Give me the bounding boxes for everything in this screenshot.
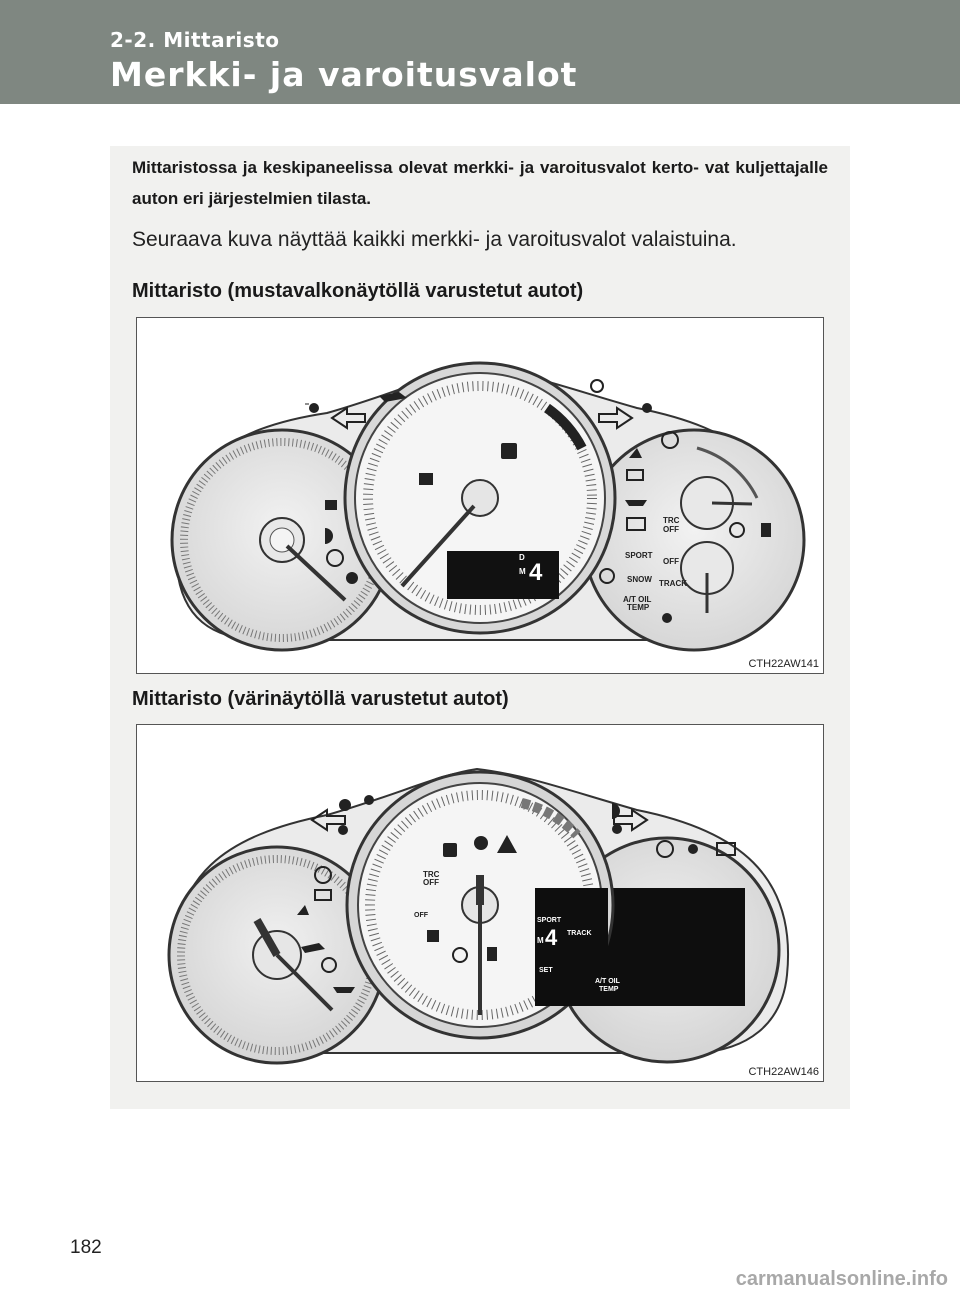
figure-2 bbox=[136, 724, 824, 1082]
figure-2-code: CTH22AW146 bbox=[748, 1066, 819, 1078]
light-indicator-icon bbox=[325, 500, 337, 510]
at-oil-label-2: TEMP bbox=[627, 603, 650, 612]
intro-paragraph: Mittaristossa ja keskipaneelissa olevat merkki- ja varoitusvalot kerto- vat kuljettajalle auton eri järjestelmien tilasta. bbox=[132, 158, 828, 208]
trc-label-1: TRC bbox=[423, 870, 440, 879]
off-label: OFF bbox=[414, 912, 428, 919]
cluster-illustration-color bbox=[137, 725, 823, 1081]
fog-light-icon bbox=[338, 825, 348, 835]
snow-label: SNOW bbox=[627, 575, 652, 584]
vsc-icon bbox=[443, 843, 457, 857]
figure-1 bbox=[136, 317, 824, 674]
vsc-icon bbox=[501, 443, 517, 459]
airbag-icon bbox=[688, 844, 698, 854]
page-title: Merkki- ja varoitusvalot bbox=[110, 55, 578, 94]
gear-number: 4 bbox=[529, 559, 543, 586]
airbag-icon bbox=[662, 613, 672, 623]
brake-warning-icon bbox=[474, 836, 488, 850]
page-number: 182 bbox=[70, 1237, 102, 1258]
set-label: SET bbox=[539, 967, 553, 974]
body-line: Seuraava kuva näyttää kaikki merkki- ja varoitusvalot valaistuina. bbox=[132, 228, 737, 251]
security-icon bbox=[427, 930, 439, 942]
fog-light-icon bbox=[305, 403, 319, 413]
at-oil-label-1: A/T OIL bbox=[595, 978, 620, 985]
fuel-icon bbox=[761, 523, 771, 537]
coolant-icon bbox=[487, 947, 497, 961]
sport-label: SPORT bbox=[537, 917, 562, 924]
rear-fog-icon bbox=[612, 824, 622, 834]
rear-fog-icon bbox=[346, 572, 358, 584]
gear-d-label: D bbox=[519, 553, 525, 562]
at-oil-label-2: TEMP bbox=[599, 986, 619, 993]
figure-1-code: CTH22AW141 bbox=[748, 658, 819, 670]
figure-2-heading: Mittaristo (värinäytöllä varustetut autot) bbox=[132, 688, 509, 710]
rear-fog-icon bbox=[642, 403, 652, 413]
trc-label-1: TRC bbox=[663, 516, 680, 525]
light-indicator-icon bbox=[339, 799, 351, 811]
security-icon bbox=[419, 473, 433, 485]
watermark: carmanualsonline.info bbox=[735, 1268, 948, 1290]
sport-label: SPORT bbox=[625, 551, 653, 560]
page-header bbox=[0, 0, 960, 104]
cluster-illustration-mono bbox=[137, 318, 823, 673]
figure-1-heading: Mittaristo (mustavalkonäytöllä varustetut autot) bbox=[132, 280, 584, 302]
track-label: TRACK bbox=[567, 930, 592, 937]
track-label: TRACK bbox=[659, 579, 687, 588]
rear-fog-icon bbox=[364, 795, 374, 805]
off-label: OFF bbox=[663, 557, 679, 566]
gear-number: 4 bbox=[545, 925, 558, 950]
trc-label-2: OFF bbox=[663, 525, 679, 534]
trc-label-2: OFF bbox=[423, 878, 439, 887]
gear-m-label: M bbox=[519, 567, 526, 576]
at-oil-label-1: A/T OIL bbox=[623, 595, 652, 604]
section-label: 2-2. Mittaristo bbox=[110, 28, 280, 52]
gear-m-label: M bbox=[537, 936, 544, 945]
master-warning-icon bbox=[591, 380, 603, 392]
